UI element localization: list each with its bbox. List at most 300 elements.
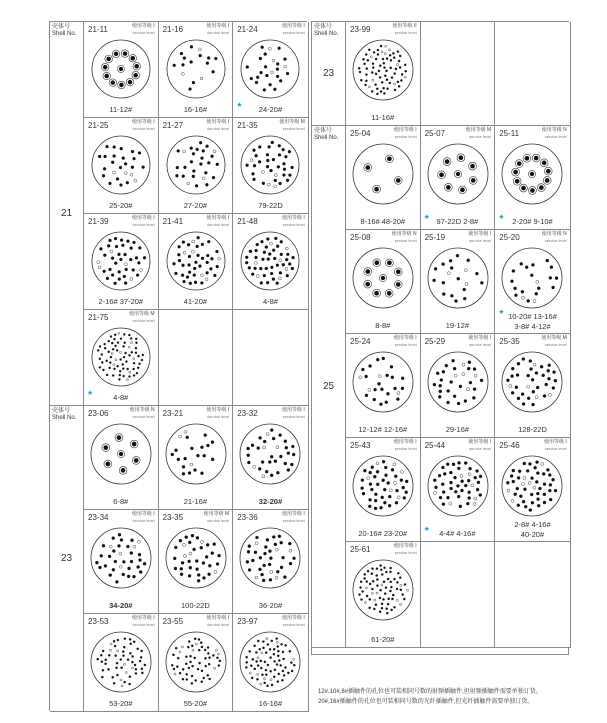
contact-pin xyxy=(442,370,445,373)
contact-pin xyxy=(464,400,467,403)
contact-pin xyxy=(479,475,482,478)
contact-pin xyxy=(397,81,399,83)
contact-pin xyxy=(123,651,125,653)
contact-pin xyxy=(201,646,203,648)
contact-pin xyxy=(372,63,374,65)
contact-pin xyxy=(262,674,264,676)
contact-pin xyxy=(98,266,101,269)
contact-pin xyxy=(538,504,541,507)
contact-pin xyxy=(543,493,546,496)
contact-pin xyxy=(457,277,460,280)
contact-pin xyxy=(394,89,396,91)
contact-pin xyxy=(118,253,121,256)
contact-pin xyxy=(129,376,131,378)
contact-count-caption: 10-20# 13-16# xyxy=(508,312,557,321)
contact-pin xyxy=(447,389,450,392)
arrangement-code: 23-36 xyxy=(237,513,258,522)
insert-face-diagram xyxy=(166,231,226,291)
contact-pin xyxy=(112,161,115,164)
insert-face-diagram xyxy=(352,247,414,309)
contact-pin xyxy=(511,375,514,378)
contact-pin xyxy=(269,47,272,50)
contact-pin xyxy=(123,375,125,377)
contact-pin xyxy=(458,186,466,194)
contact-pin xyxy=(387,88,389,90)
contact-pin xyxy=(395,177,403,185)
contact-pin xyxy=(468,473,471,476)
contact-pin xyxy=(375,84,377,86)
contact-pin xyxy=(359,594,361,596)
contact-pin xyxy=(529,170,536,177)
contact-pin xyxy=(139,246,142,249)
contact-pin xyxy=(438,395,441,398)
contact-pin xyxy=(449,502,452,505)
contact-pin xyxy=(269,578,272,581)
contact-count-caption: 16-16# xyxy=(258,699,283,708)
contact-pin xyxy=(396,588,398,590)
contact-pin xyxy=(216,265,219,268)
contact-pin xyxy=(277,62,280,65)
insert-arrangement-cell xyxy=(233,214,309,310)
contact-pin xyxy=(438,474,441,477)
service-level-zh: 使用等级 I xyxy=(206,215,230,221)
contact-pin xyxy=(191,645,193,647)
contact-pin xyxy=(197,236,200,239)
arrangement-code: 21-25 xyxy=(88,121,109,130)
contact-pin xyxy=(127,545,130,548)
contact-pin xyxy=(201,670,203,672)
contact-pin xyxy=(282,679,284,681)
contact-pin xyxy=(532,390,535,393)
contact-pin xyxy=(522,393,525,396)
contact-pin xyxy=(266,652,268,654)
contact-pin xyxy=(216,563,219,566)
insert-face-diagram xyxy=(240,231,300,291)
contact-pin xyxy=(400,577,402,579)
service-level xyxy=(189,120,229,131)
contact-pin xyxy=(109,182,112,185)
star-icon: ★ xyxy=(498,214,505,221)
contact-pin xyxy=(126,181,129,184)
contact-pin xyxy=(552,478,555,481)
contact-pin xyxy=(450,381,453,384)
contact-pin xyxy=(379,611,381,613)
contact-pin xyxy=(202,576,205,579)
insert-face-diagram xyxy=(352,559,414,621)
contact-pin xyxy=(384,67,386,69)
contact-pin xyxy=(545,383,548,386)
contact-pin xyxy=(124,162,127,165)
contact-pin xyxy=(174,449,177,452)
contact-pin xyxy=(174,272,177,275)
contact-pin xyxy=(112,537,115,540)
contact-pin xyxy=(293,453,296,456)
service-level-zh: 使用等级 M xyxy=(541,335,567,341)
contact-pin xyxy=(385,587,387,589)
contact-pin xyxy=(278,47,281,50)
contact-pin xyxy=(247,550,250,553)
contact-pin xyxy=(265,267,268,270)
contact-count-caption-2: 3-8# 4-12# xyxy=(514,322,551,331)
shell-header-en: Shell No. xyxy=(314,134,339,141)
contact-pin xyxy=(260,683,262,685)
contact-pin xyxy=(273,653,275,655)
service-level xyxy=(115,408,155,419)
arrangement-code: 25-44 xyxy=(424,441,446,450)
insert-arrangement-cell xyxy=(159,118,234,214)
contact-pin xyxy=(188,255,191,258)
contact-pin xyxy=(386,571,388,573)
contact-pin xyxy=(196,245,199,248)
service-level-zh: 使用等级 I xyxy=(131,511,155,517)
contact-pin xyxy=(384,593,386,595)
contact-pin xyxy=(284,58,287,61)
contact-pin xyxy=(365,375,368,378)
contact-pin xyxy=(365,601,367,603)
service-level xyxy=(265,512,305,523)
contact-pin xyxy=(250,159,253,162)
contact-pin xyxy=(287,72,290,75)
contact-pin xyxy=(534,466,537,469)
contact-pin xyxy=(547,468,550,471)
contact-pin xyxy=(376,470,379,473)
service-level xyxy=(189,408,229,419)
contact-pin xyxy=(366,80,368,82)
contact-pin xyxy=(215,649,217,651)
contact-pin xyxy=(369,483,372,486)
contact-pin xyxy=(274,257,277,260)
service-level-en: service level xyxy=(207,517,230,523)
contact-pin xyxy=(194,261,197,264)
contact-count-caption: 34-20# xyxy=(109,601,133,610)
contact-pin xyxy=(174,546,177,549)
service-level-en: service level xyxy=(132,517,155,523)
contact-pin xyxy=(442,491,445,494)
contact-pin xyxy=(206,543,209,546)
contact-pin xyxy=(257,76,260,79)
contact-pin xyxy=(371,573,373,575)
contact-pin xyxy=(380,506,383,509)
contact-count-caption: 27-20# xyxy=(183,201,208,210)
service-level-en: service level xyxy=(544,341,567,347)
contact-pin xyxy=(358,67,360,69)
contact-pin xyxy=(142,166,145,169)
contact-pin xyxy=(260,267,263,270)
insert-face-diagram xyxy=(352,143,414,205)
contact-pin xyxy=(112,568,115,571)
contact-pin xyxy=(100,247,103,250)
contact-pin xyxy=(526,266,529,269)
insert-arrangement-cell xyxy=(421,334,496,438)
contact-pin xyxy=(389,495,392,498)
contact-pin xyxy=(129,334,131,336)
contact-count-caption: 12-12# 12-16# xyxy=(358,425,408,434)
contact-pin xyxy=(284,674,286,676)
contact-pin xyxy=(262,258,265,261)
service-level-zh: 使用等级 I xyxy=(468,335,492,341)
contact-pin xyxy=(472,396,475,399)
service-level-en: service level xyxy=(282,125,305,131)
contact-pin xyxy=(535,292,538,295)
contact-pin xyxy=(138,261,141,264)
contact-pin xyxy=(174,673,176,675)
contact-pin xyxy=(206,62,209,65)
contact-pin xyxy=(386,155,394,163)
contact-pin xyxy=(113,155,116,158)
contact-pin xyxy=(110,336,112,338)
contact-pin xyxy=(269,648,271,650)
contact-pin xyxy=(400,589,402,591)
contact-pin xyxy=(398,572,400,574)
contact-pin xyxy=(369,86,371,88)
insert-arrangement-cell xyxy=(346,542,421,648)
contact-pin xyxy=(390,571,392,573)
contact-pin xyxy=(394,83,396,85)
contact-pin xyxy=(282,651,284,653)
contact-pin xyxy=(103,167,106,170)
insert-face-diagram xyxy=(91,231,151,291)
contact-pin xyxy=(257,275,260,278)
contact-pin xyxy=(267,165,270,168)
service-level xyxy=(377,128,417,139)
contact-pin xyxy=(133,375,135,377)
contact-pin xyxy=(131,166,134,169)
service-level-zh: 使用等级 M xyxy=(465,127,492,133)
contact-pin xyxy=(454,374,457,377)
contact-pin xyxy=(284,576,287,579)
contact-pin xyxy=(192,175,195,178)
service-level xyxy=(451,336,491,347)
contact-pin xyxy=(517,504,520,507)
contact-pin xyxy=(253,149,256,152)
arrangement-code: 21-16 xyxy=(162,25,184,34)
contact-pin xyxy=(400,584,402,586)
service-level-zh: 使用等级 I xyxy=(282,407,305,413)
contact-pin xyxy=(453,476,456,479)
contact-pin xyxy=(97,349,99,351)
contact-pin xyxy=(280,79,283,82)
contact-pin xyxy=(102,63,110,71)
contact-pin xyxy=(266,153,269,156)
contact-pin xyxy=(124,663,126,665)
contact-pin xyxy=(283,168,286,171)
contact-pin xyxy=(109,367,111,369)
insert-face-diagram xyxy=(165,631,227,693)
service-level-zh: 使用等级 N xyxy=(391,231,417,237)
contact-pin xyxy=(536,396,539,399)
insert-arrangement-cell xyxy=(495,126,571,230)
service-level xyxy=(377,336,417,347)
contact-pin xyxy=(193,274,196,277)
contact-pin xyxy=(261,240,264,243)
contact-pin xyxy=(105,55,113,63)
contact-pin xyxy=(182,668,184,670)
insert-face-diagram xyxy=(239,631,301,693)
contact-pin xyxy=(123,560,126,563)
contact-pin xyxy=(210,155,213,158)
contact-pin xyxy=(285,644,287,646)
contact-pin xyxy=(263,274,266,277)
contact-pin xyxy=(123,275,126,278)
contact-pin xyxy=(543,472,546,475)
contact-pin xyxy=(284,65,287,68)
contact-pin xyxy=(122,50,130,58)
empty-cell xyxy=(233,310,309,406)
contact-pin xyxy=(439,496,442,499)
contact-pin xyxy=(531,493,534,496)
contact-pin xyxy=(390,567,392,569)
contact-pin xyxy=(404,64,406,66)
arrangement-code: 21-24 xyxy=(237,25,258,34)
contact-pin xyxy=(459,385,462,388)
shell-header-en: Shell No. xyxy=(314,30,339,37)
contact-pin xyxy=(366,74,368,76)
contact-pin xyxy=(204,434,207,437)
arrangement-code: 25-11 xyxy=(499,129,520,138)
contact-pin xyxy=(111,257,114,260)
contact-pin xyxy=(252,172,255,175)
contact-pin xyxy=(550,498,553,501)
contact-pin xyxy=(474,374,477,377)
contact-pin xyxy=(379,375,382,378)
contact-pin xyxy=(273,437,276,440)
contact-pin xyxy=(401,377,404,380)
shell-number: 25 xyxy=(322,381,335,392)
contact-pin xyxy=(102,676,104,678)
contact-pin xyxy=(211,552,214,555)
contact-pin xyxy=(528,397,531,400)
contact-pin xyxy=(200,446,203,449)
contact-pin xyxy=(386,374,389,377)
contact-pin xyxy=(282,263,285,266)
contact-pin xyxy=(293,557,296,560)
contact-pin xyxy=(129,354,131,356)
service-level xyxy=(527,336,567,347)
contact-pin xyxy=(200,274,203,277)
shell-number: 21 xyxy=(60,208,73,219)
contact-pin xyxy=(280,253,283,256)
contact-pin xyxy=(265,65,268,68)
contact-pin xyxy=(474,476,477,479)
arrangement-code: 21-39 xyxy=(88,217,109,226)
contact-pin xyxy=(250,77,253,80)
contact-pin xyxy=(246,164,249,167)
contact-pin xyxy=(249,568,252,571)
contact-pin xyxy=(388,598,390,600)
footnote-rf: 12#,10#,8#插触件的孔位也可装相同号数的射频插触件,但射频插触件需要单独订货。 xyxy=(318,689,542,695)
contact-pin xyxy=(212,654,214,656)
contact-pin xyxy=(270,570,273,573)
empty-cell xyxy=(495,22,571,126)
contact-pin xyxy=(196,454,199,457)
contact-pin xyxy=(371,90,373,92)
contact-pin xyxy=(468,491,471,494)
insert-face-diagram xyxy=(165,423,227,485)
contact-pin xyxy=(294,664,296,666)
contact-pin xyxy=(391,609,393,611)
contact-count-caption-2: 40-20# xyxy=(520,530,545,539)
contact-pin xyxy=(442,503,445,506)
arrangement-code: 25-24 xyxy=(350,337,371,346)
contact-pin xyxy=(100,554,103,557)
contact-pin xyxy=(99,155,102,158)
contact-pin xyxy=(252,444,255,447)
contact-pin xyxy=(527,374,530,377)
contact-pin xyxy=(377,585,379,587)
contact-pin xyxy=(369,498,372,501)
contact-pin xyxy=(292,256,295,259)
contact-pin xyxy=(375,58,377,60)
contact-pin xyxy=(537,472,540,475)
contact-pin xyxy=(284,462,287,465)
contact-pin xyxy=(379,597,381,599)
contact-pin xyxy=(361,79,363,81)
contact-pin xyxy=(114,560,117,563)
contact-pin xyxy=(265,545,268,548)
contact-pin xyxy=(480,379,483,382)
contact-pin xyxy=(136,274,139,277)
contact-pin xyxy=(200,472,203,475)
contact-pin xyxy=(190,45,193,48)
service-level xyxy=(451,440,491,451)
contact-pin xyxy=(459,505,462,508)
contact-pin xyxy=(382,357,385,360)
contact-pin xyxy=(259,57,262,60)
contact-count-caption: 6-8# xyxy=(113,497,129,506)
contact-pin xyxy=(196,536,199,539)
contact-pin xyxy=(397,398,400,401)
contact-pin xyxy=(381,388,384,391)
service-level-zh: 使用等级 I xyxy=(282,23,305,29)
contact-pin xyxy=(109,545,112,548)
contact-pin xyxy=(102,174,105,177)
contact-pin xyxy=(475,272,478,275)
contact-pin xyxy=(289,549,292,552)
shell-number: 23 xyxy=(60,553,73,564)
contact-pin xyxy=(269,550,272,553)
contact-pin xyxy=(377,49,379,51)
contact-pin xyxy=(381,569,383,571)
contact-pin xyxy=(133,241,136,244)
contact-pin xyxy=(397,581,399,583)
contact-pin xyxy=(377,358,380,361)
contact-pin xyxy=(390,67,392,69)
contact-pin xyxy=(520,184,528,192)
contact-pin xyxy=(374,608,376,610)
contact-pin xyxy=(198,265,201,268)
service-level-zh: 使用等级 I xyxy=(282,215,305,221)
contact-count-caption: 4-4# 4-16# xyxy=(439,529,476,538)
contact-pin xyxy=(461,480,464,483)
contact-pin xyxy=(371,488,374,491)
contact-pin xyxy=(364,63,366,65)
contact-count-caption: 36-20# xyxy=(258,601,283,610)
contact-pin xyxy=(195,184,198,187)
contact-pin xyxy=(185,656,187,658)
contact-pin xyxy=(538,287,541,290)
contact-pin xyxy=(274,669,276,671)
contact-pin xyxy=(110,649,112,651)
insert-arrangement-cell xyxy=(84,214,159,310)
insert-face-diagram xyxy=(352,455,414,517)
star-icon: ★ xyxy=(236,102,243,109)
contact-pin xyxy=(183,166,186,169)
contact-pin xyxy=(263,88,266,91)
shell-header-zh: 壳体号 xyxy=(52,408,71,414)
contact-pin xyxy=(287,452,290,455)
contact-pin xyxy=(249,650,251,652)
contact-pin xyxy=(373,259,381,267)
